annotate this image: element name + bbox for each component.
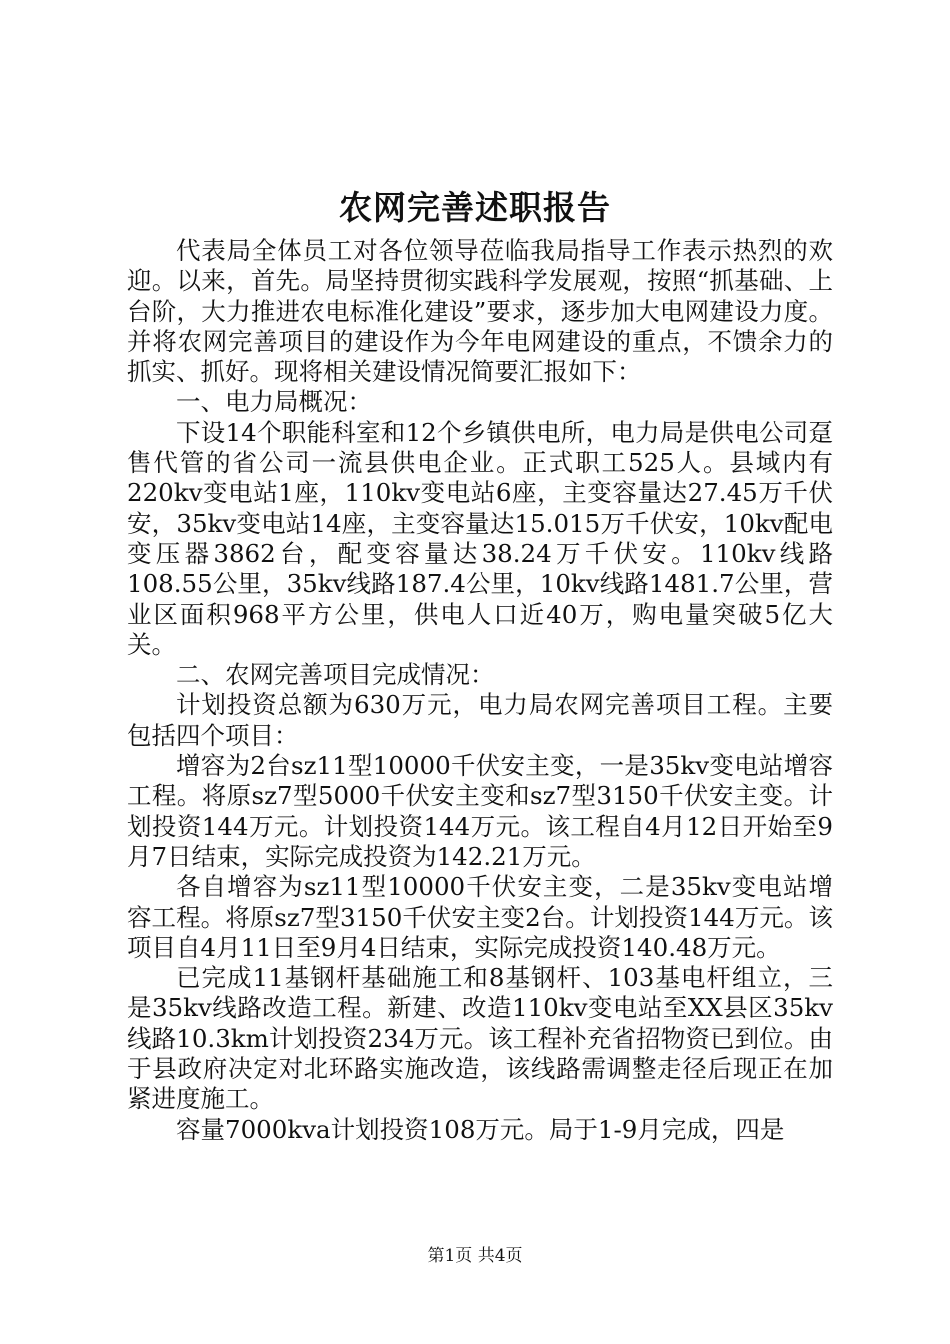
paragraph-project-1: 增容为2台sz11型10000千伏安主变，一是35kv变电站增容工程。将原sz7型5000千伏安主变和sz7型3150千伏安主变。计划投资144万元。计划投资144万元。该工程自4月12日开始至9月7日结束，实际完成投资为142.21万元。: [127, 751, 833, 871]
section-heading-overview: 一、电力局概况：: [176, 387, 372, 417]
page-total: 共4页: [477, 1246, 523, 1266]
section-heading-progress: 二、农网完善项目完成情况：: [176, 660, 495, 690]
paragraph-project-4: 容量7000kva计划投资108万元。局于1-9月完成，四是: [176, 1114, 785, 1144]
document-body: [127, 236, 833, 1145]
page-footer: [0, 1244, 950, 1268]
paragraph-project-3: 已完成11基钢杆基础施工和8基钢杆、103基电杆组立，三是35kv线路改造工程。新建、改造110kv变电站至XX县区35kv线路10.3km计划投资234万元。该工程补充省招物资已到位。由于县政府决定对北环路实施改造，该线路需调整走径后现正在加紧进度施工。: [127, 963, 833, 1114]
paragraph-overview: 下设14个职能科室和12个乡镇供电所，电力局是供电公司趸售代管的省公司一流县供电企业。正式职工525人。县域内有220kv变电站1座，110kv变电站6座，主变容量达27.45万千伏安，35kv变电站14座，主变容量达15.015万千伏安，10kv配电变压器3862台，配变容量达38.24万千伏安。110kv线路108.55公里，35kv线路187.4公里，10kv线路1481.7公里，营业区面积968平方公里，供电人口近40万，购电量突破5亿大关。: [127, 417, 833, 659]
page-number: 第1页: [427, 1246, 473, 1266]
paragraph-project-2: 各自增容为sz11型10000千伏安主变，二是35kv变电站增容工程。将原sz7型3150千伏安主变2台。计划投资144万元。该项目自4月11日至9月4日结束，实际完成投资140.48万元。: [127, 872, 833, 962]
paragraph-intro: 代表局全体员工对各位领导莅临我局指导工作表示热烈的欢迎。以来，首先。局坚持贯彻实践科学发展观，按照“抓基础、上台阶，大力推进农电标准化建设”要求，逐步加大电网建设力度。并将农网完善项目的建设作为今年电网建设的重点，不馈余力的抓实、抓好。现将相关建设情况简要汇报如下：: [127, 236, 833, 387]
paragraph-investment: 计划投资总额为630万元，电力局农网完善项目工程。主要包括四个项目：: [127, 690, 833, 750]
document-title: 农网完善述职报告: [339, 188, 611, 227]
